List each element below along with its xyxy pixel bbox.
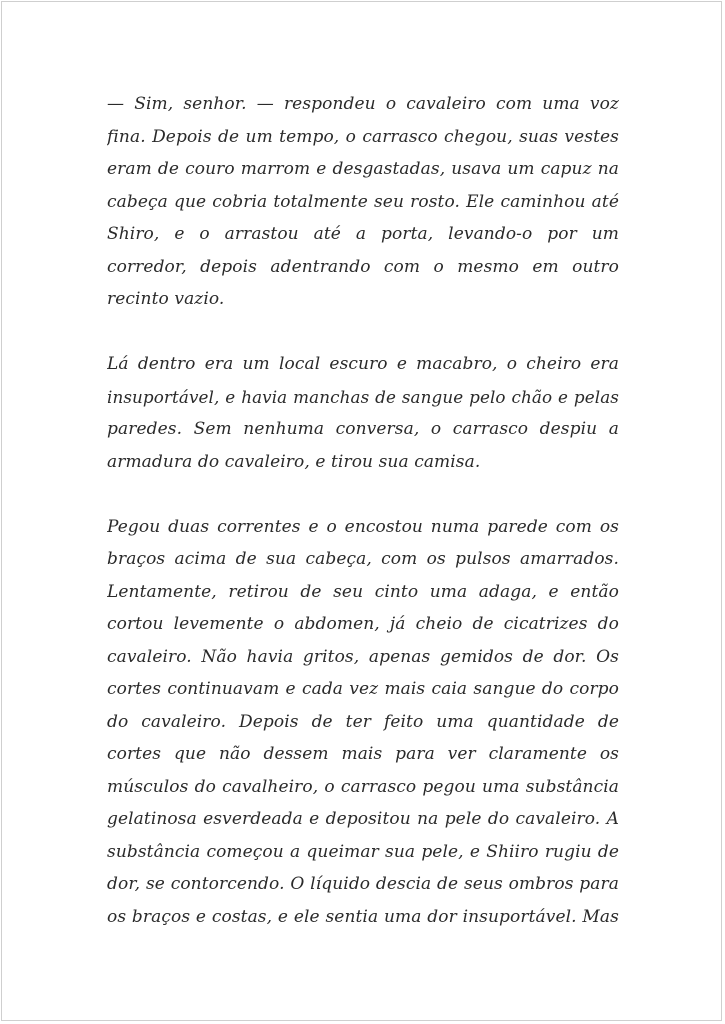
text-line: eram de couro marrom e desgastadas, usava um capuz na xyxy=(107,159,619,179)
text-line: dor, se contorcendo. O líquido descia de seus ombros para xyxy=(107,874,619,894)
text-line: cortou levemente o abdomen, já cheio de cicatrizes do xyxy=(107,614,619,634)
text-line: os braços e costas, e ele sentia uma dor insuportável. Mas xyxy=(107,906,619,927)
text-line: fina. Depois de um tempo, o carrasco chegou, suas vestes xyxy=(107,126,619,147)
paragraph-gap xyxy=(107,316,619,349)
text-line: cortes que não dessem mais para ver claramente os xyxy=(107,744,619,764)
text-line: insuportável, e havia manchas de sangue pelo chão e pelas xyxy=(107,386,619,407)
text-line: Lá dentro era um local escuro e macabro, o cheiro era xyxy=(107,354,619,374)
text-line: substância começou a queimar sua pele, e Shiiro rugiu de xyxy=(107,841,619,862)
paragraph-3 xyxy=(107,511,619,934)
paragraph-gap xyxy=(107,478,619,511)
text-line: Lentamente, retirou de seu cinto uma adaga, e então xyxy=(107,581,619,602)
paragraph-2 xyxy=(107,348,619,478)
text-line: — Sim, senhor. — respondeu o cavaleiro com uma voz xyxy=(107,94,619,114)
paragraph-1 xyxy=(107,88,619,316)
text-line: músculos do cavalheiro, o carrasco pegou uma substância xyxy=(107,776,619,797)
text-line: braços acima de sua cabeça, com os pulsos amarrados. xyxy=(107,549,619,569)
text-line: recinto vazio. xyxy=(107,289,225,309)
page-content xyxy=(107,88,619,933)
text-line: Shiro, e o arrastou até a porta, levando-o por um xyxy=(107,224,619,244)
text-line: do cavaleiro. Depois de ter feito uma quantidade de xyxy=(107,711,619,732)
text-line: gelatinosa esverdeada e depositou na pele do cavaleiro. A xyxy=(107,809,619,829)
text-line: cabeça que cobria totalmente seu rosto. Ele caminhou até xyxy=(107,191,619,212)
text-line: Pegou duas correntes e o encostou numa parede com os xyxy=(107,516,619,537)
document-page xyxy=(1,1,722,1021)
text-line: armadura do cavaleiro, e tirou sua camisa. xyxy=(107,451,481,472)
text-line: corredor, depois adentrando com o mesmo em outro xyxy=(107,256,619,277)
text-line: paredes. Sem nenhuma conversa, o carrasco despiu a xyxy=(107,419,619,439)
text-line: cavaleiro. Não havia gritos, apenas gemidos de dor. Os xyxy=(107,646,619,667)
text-line: cortes continuavam e cada vez mais caia sangue do corpo xyxy=(107,679,619,699)
